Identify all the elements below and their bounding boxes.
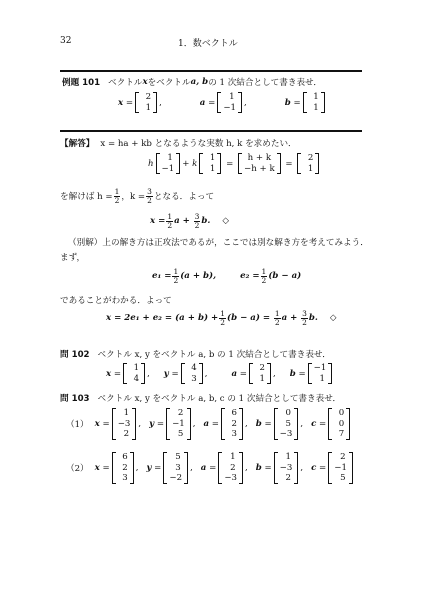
q103-label: 問 103 (60, 394, 90, 404)
example-top-rule (60, 70, 362, 72)
p2-b-name: b (255, 463, 262, 474)
frac-res-b: $\frac{3}{2}$ (194, 212, 200, 230)
p1-c-matrix: 0 0 7 (328, 408, 350, 440)
matrix-2: 1 1 (199, 153, 221, 174)
coef-h: h (148, 158, 154, 169)
final-equation (106, 310, 337, 327)
q102-x-name: x (106, 368, 112, 379)
e-definitions (152, 268, 301, 285)
q102-b-name: b (289, 368, 296, 379)
p1-x-matrix: 1 −3 2 (112, 408, 137, 440)
alt-solution-line2 (60, 251, 85, 263)
frac-res-a: $\frac{1}{2}$ (167, 212, 173, 230)
qed-mark: ◇ (222, 216, 230, 227)
p1-c-name: c (311, 419, 317, 430)
conclude-line (60, 294, 172, 306)
p2-y-name: y (146, 463, 152, 474)
final-part-c: a + (281, 313, 298, 324)
example-x: x (142, 77, 148, 87)
conclude-text: であることがわかる．よって (60, 296, 172, 306)
frac-h: $\frac{1}{2}$ (114, 187, 120, 205)
q103-part1: （1） x = 1 −3 2 , y = 2 −1 5 , a = 6 2 3 , b = 0 5 −3 , c = 0 0 7 (66, 408, 352, 440)
p2-y-matrix: 5 3 −2 (163, 452, 188, 484)
example-statement (62, 76, 322, 88)
p2-x-matrix: 6 2 3 (112, 452, 134, 484)
q102-text: ベクトル x, y をベクトル a, b の 1 次結合として書き表せ． (97, 350, 331, 360)
e2-rhs: (b − a) (268, 271, 302, 282)
final-part-a: x = 2e₁ + e₂ = (a + b) + (106, 313, 219, 324)
alt-text2: まず， (60, 253, 86, 263)
example-ab: a, b (190, 77, 209, 87)
solve-text-c: となる．よって (153, 192, 215, 203)
q102-vectors: x = 1 4 , y = 4 3 , a = 2 1 , b = −1 1 (106, 363, 334, 384)
p2-b-matrix: 1 −3 2 (274, 452, 299, 484)
result-a: a + (174, 216, 190, 227)
p1-a-name: a (203, 419, 210, 430)
page-number: 32 (60, 36, 72, 46)
q102-b-matrix: −1 1 (308, 363, 333, 384)
solve-text-b: ，k = (121, 192, 146, 203)
p1-b-matrix: 0 5 −3 (274, 408, 299, 440)
solve-text-a: を解けば h = (60, 192, 113, 203)
q103-part1-num: （1） (66, 420, 89, 431)
vec-b-matrix: 1 1 (303, 92, 325, 113)
vec-x-matrix: 2 1 (135, 92, 157, 113)
vec-a-matrix: 1 −1 (217, 92, 242, 113)
final-qed-mark: ◇ (329, 313, 337, 324)
p2-c-matrix: 2 −1 5 (328, 452, 353, 484)
p2-c-name: c (311, 463, 317, 474)
result-line (150, 213, 229, 230)
p1-b-name: b (255, 419, 262, 430)
q102-a-matrix: 2 1 (249, 363, 271, 384)
example-label: 例題 101 (62, 78, 101, 88)
p2-a-name: a (200, 463, 207, 474)
vec-b-name: b (284, 97, 291, 108)
frac-final-1: $\frac{1}{2}$ (220, 309, 225, 327)
p2-x-name: x (94, 463, 100, 474)
q102-x-matrix: 1 4 (123, 363, 145, 384)
e1-lhs: e₁ = (152, 271, 172, 282)
example-text-c: の 1 次結合として書き表せ． (208, 78, 322, 88)
result-b: b. (201, 216, 211, 227)
q103-statement (60, 392, 341, 404)
matrix-4: 2 1 (297, 153, 319, 174)
frac-e1: $\frac{1}{2}$ (173, 267, 179, 285)
q102-statement (60, 348, 331, 360)
alt-text: 上の解き方は正攻法であるが，ここでは別な解き方を考えてみよう． (102, 238, 369, 248)
alt-label: （別解） (68, 238, 103, 248)
chapter-title: 1．数ベクトル (178, 39, 238, 49)
frac-final-3: $\frac{3}{2}$ (302, 309, 307, 327)
q102-a-name: a (231, 368, 238, 379)
solution-intro-text: x = ha + kb となるような実数 h, k を求めたい． (100, 139, 297, 149)
q102-label: 問 102 (60, 350, 90, 360)
p1-a-matrix: 6 2 3 (221, 408, 243, 440)
e1-rhs: (a + b), (180, 271, 217, 282)
q103-part2-num: （2） (66, 464, 89, 475)
example-text-b: をベクトル (147, 78, 191, 88)
q102-y-name: y (163, 368, 169, 379)
example-text-a: ベクトル (108, 78, 143, 88)
frac-k: $\frac{3}{2}$ (147, 187, 152, 205)
solution-intro (60, 137, 297, 149)
coef-k: k (192, 158, 198, 169)
p1-x-name: x (94, 419, 100, 430)
p2-a-matrix: 1 2 −3 (218, 452, 243, 484)
q103-text: ベクトル x, y をベクトル a, b, c の 1 次結合として書き表せ． (97, 394, 342, 404)
p1-y-name: y (149, 419, 155, 430)
frac-e2: $\frac{1}{2}$ (261, 267, 267, 285)
final-part-b: (b − a) = (227, 313, 271, 324)
matrix-1: 1 −1 (156, 153, 181, 174)
q102-y-matrix: 4 3 (181, 363, 203, 384)
matrix-3: h + k −h + k (238, 153, 281, 174)
vec-x-name: x (118, 97, 124, 108)
example-vectors: x = 2 1 , a = 1 −1 , b = 1 1 (118, 92, 327, 113)
vec-a-name: a (199, 97, 206, 108)
solution-label: 【解答】 (60, 139, 95, 149)
solve-line (60, 188, 214, 205)
p1-y-matrix: 2 −1 5 (166, 408, 191, 440)
q103-part2: （2） x = 6 2 3 , y = 5 3 −2 , a = 1 2 −3 , b = 1 −3 2 , c = 2 −1 5 (66, 452, 355, 484)
solution-equation: h 1 −1 + k 1 1 = h + k −h + k = 2 1 (148, 153, 321, 174)
final-part-d: b. (308, 313, 318, 324)
e2-lhs: e₂ = (240, 271, 260, 282)
example-bottom-rule (60, 130, 362, 132)
result-lhs: x = (150, 216, 166, 227)
frac-final-2: $\frac{1}{2}$ (274, 309, 280, 327)
alt-solution (68, 236, 369, 248)
